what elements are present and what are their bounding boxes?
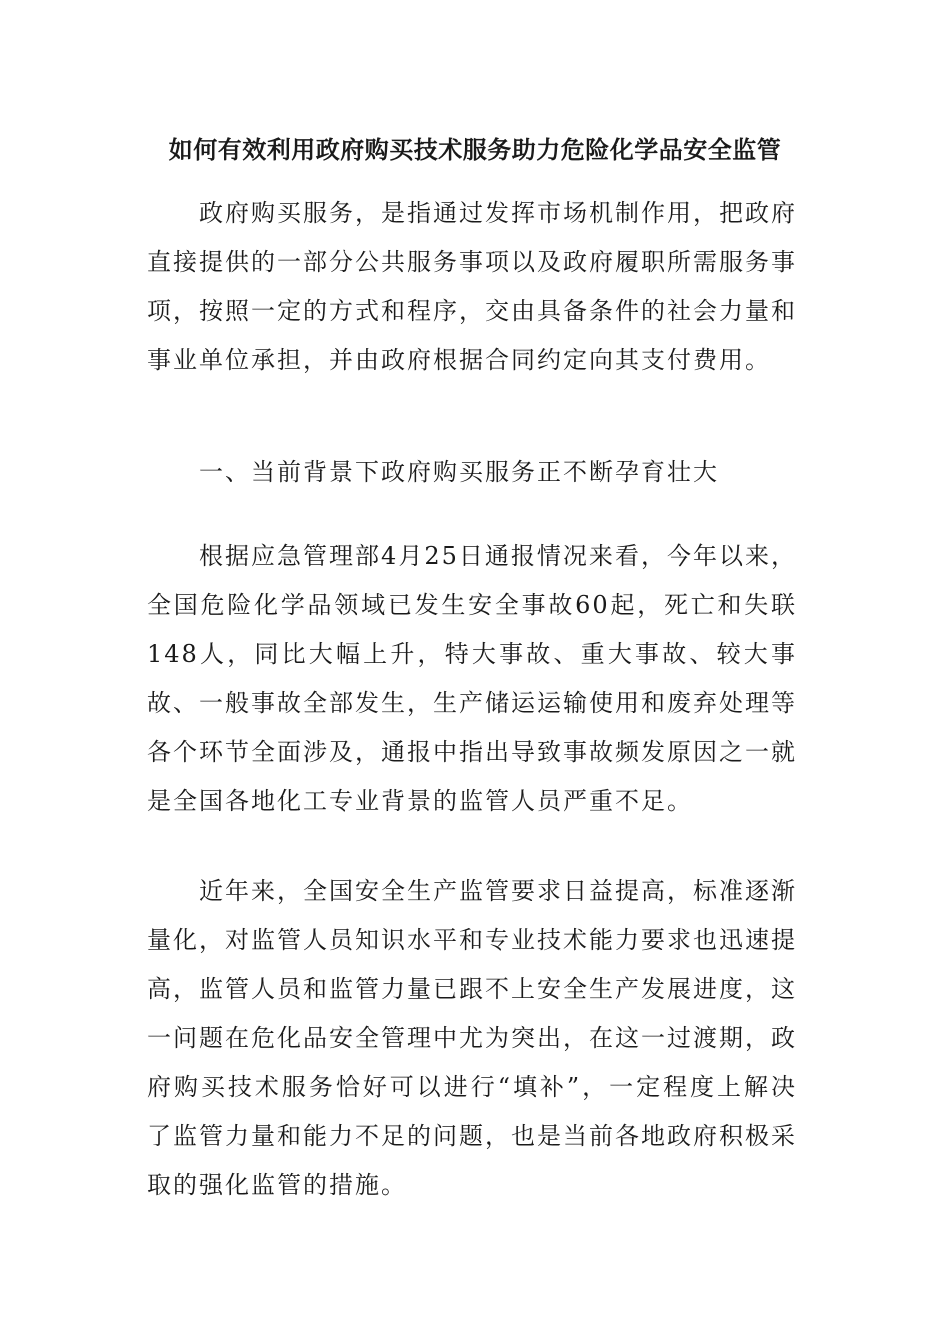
paragraph-regulation-needs: 近年来，全国安全生产监管要求日益提高，标准逐渐量化，对监管人员知识水平和专业技术能力要求也迅速提高，监管人员和监管力量已跟不上安全生产发展进度，这一问题在危化品安全管理中尤为突出，在这一过渡期，政府购买技术服务恰好可以进行“填补”，一定程度上解决了监管力量和能力不足的问题，也是当前各地政府积极采取的强化监管的措施。 [147,877,797,1199]
paragraph-definition: 政府购买服务，是指通过发挥市场机制作用，把政府直接提供的一部分公共服务事项以及政府履职所需服务事项，按照一定的方式和程序，交由具备条件的社会力量和事业单位承担，并由政府根据合同约定向其支付费用。 [147,199,797,374]
section-heading-1: 一、当前背景下政府购买服务正不断孕育壮大 [199,458,719,486]
document-title: 如何有效利用政府购买技术服务助力危险化学品安全监管 [168,135,782,164]
paragraph-accident-report: 根据应急管理部4月25日通报情况来看，今年以来，全国危险化学品领域已发生安全事故60起，死亡和失联148人，同比大幅上升，特大事故、重大事故、较大事故、一般事故全部发生，生产储运运输使用和废弃处理等各个环节全面涉及，通报中指出导致事故频发原因之一就是全国各地化工专业背景的监管人员严重不足。 [147,542,797,815]
